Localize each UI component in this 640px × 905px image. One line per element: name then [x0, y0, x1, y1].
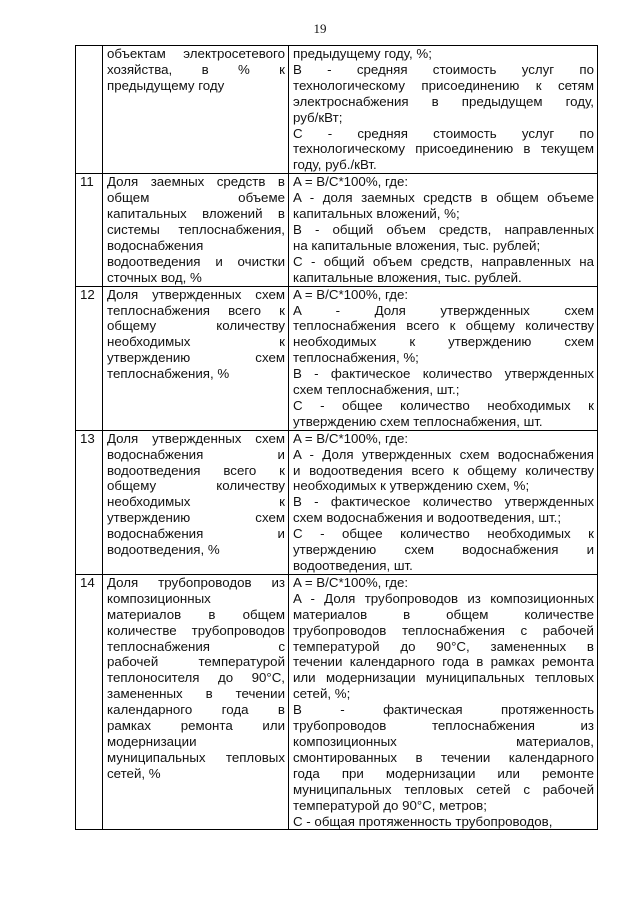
formula-line: B - фактическое количество утвержденных: [293, 494, 594, 510]
formula-line: A = B/C*100%, где:: [293, 574, 409, 590]
formula-line: предыдущему году, %;: [293, 46, 432, 61]
indicator-name-line: сточных вод, %: [107, 269, 202, 285]
table-row: [76, 430, 598, 574]
indicator-name-cell: [103, 174, 289, 286]
formula-line: материалов в общем количестве: [293, 606, 594, 622]
indicator-name-line: рабочей температурой: [107, 654, 285, 670]
formula-line: трубопроводов теплоснабжения с рабочей: [293, 622, 594, 638]
indicator-name-line: композиционных: [107, 590, 211, 606]
indicator-name-line: Доля утвержденных схем: [107, 286, 285, 302]
formula-line: технологическому присоединению к сетям: [293, 77, 594, 93]
indicator-name-line: количестве трубопроводов: [107, 622, 285, 638]
formula-line: схем теплоснабжения, шт.;: [293, 382, 460, 398]
indicator-name-line: Доля трубопроводов из: [107, 574, 285, 590]
formula-line: течении календарного года в рамках ремонта: [293, 654, 594, 670]
formula-line: на капитальные вложения, тыс. рублей;: [293, 237, 541, 253]
indicator-name-line: капитальных вложений в: [107, 206, 285, 222]
formula-line: A - Доля утвержденных схем водоснабжения: [293, 446, 594, 462]
formula-line: и водоотведения всего к общему количеству: [293, 462, 594, 478]
formula-cell: [289, 174, 598, 286]
formula-cell: [289, 574, 598, 830]
indicator-name-line: общему количеству: [107, 318, 285, 334]
formula-line: электроснабжения в предыдущем году,: [293, 93, 594, 109]
indicator-name-line: необходимых к: [107, 494, 285, 510]
formula-line: B - средняя стоимость услуг по: [293, 61, 594, 77]
indicator-name-line: утверждению схем: [107, 510, 285, 526]
formula-line: капитальных вложений, %;: [293, 206, 460, 222]
indicator-name-cell: [103, 574, 289, 830]
formula-line: температурой до 90°C, замененных в: [293, 638, 594, 654]
formula-line: утверждению схем водоснабжения и: [293, 542, 594, 558]
formula-cell: [289, 46, 598, 174]
indicator-name-line: материалов в общем: [107, 606, 285, 622]
formula-line: водоотведения, шт.: [293, 558, 413, 573]
formula-line: C - общее количество необходимых к: [293, 526, 594, 542]
formula-line: или модернизации муниципальных тепловых: [293, 670, 594, 686]
formula-line: муниципальных тепловых сетей с рабочей: [293, 781, 594, 797]
indicator-name-line: водоотведения и очистки: [107, 253, 285, 269]
indicator-name-line: модернизации: [107, 733, 197, 749]
formula-line: B - общий объем средств, направленных: [293, 221, 594, 237]
formula-line: A - Доля трубопроводов из композиционных: [293, 590, 594, 606]
row-number: 14: [76, 574, 103, 830]
indicator-name-line: утверждению схем: [107, 350, 285, 366]
formula-line: C - общее количество необходимых к: [293, 397, 594, 413]
formula-line: необходимых к утверждению схем, %;: [293, 478, 530, 494]
indicator-name-cell: [103, 430, 289, 574]
page-number: 19: [313, 21, 327, 36]
indicator-name-line: муниципальных тепловых: [107, 749, 285, 765]
indicator-name-line: водоотведения всего к: [107, 462, 285, 478]
formula-line: B - фактическая протяженность: [293, 702, 594, 718]
formula-line: A = B/C*100%, где:: [293, 286, 409, 302]
indicators-table: [75, 45, 598, 830]
formula-cell: [289, 286, 598, 430]
formula-line: A = B/C*100%, где:: [293, 430, 409, 446]
formula-line: A - доля заемных средств в общем объеме: [293, 190, 594, 206]
indicator-name-line: календарного года в: [107, 702, 285, 718]
formula-line: теплоснабжения всего к общему количеству: [293, 318, 594, 334]
indicator-name-line: предыдущему году: [107, 77, 225, 93]
formula-line: руб/кВт;: [293, 109, 343, 125]
indicator-name-line: системы теплоснабжения,: [107, 221, 285, 237]
formula-line: утверждению схем теплоснабжения, шт.: [293, 413, 543, 429]
formula-line: году, руб./кВт.: [293, 157, 377, 173]
formula-line: необходимых к утверждению схем: [293, 334, 594, 350]
indicator-name-line: общему количеству: [107, 478, 285, 494]
table-row: [76, 46, 598, 174]
table-row: [76, 174, 598, 286]
indicator-name-line: замененных в течении: [107, 686, 285, 702]
formula-line: A - Доля утвержденных схем: [293, 302, 594, 318]
table-body: [76, 46, 598, 830]
indicator-name-line: необходимых к: [107, 334, 285, 350]
indicator-name-line: рамках ремонта или: [107, 718, 285, 734]
indicator-name-line: теплоносителя до 90°C,: [107, 670, 285, 686]
formula-line: технологическому присоединению в текущем: [293, 141, 594, 157]
formula-line: C - общий объем средств, направленных на: [293, 253, 594, 269]
formula-line: схем водоснабжения и водоотведения, шт.;: [293, 510, 562, 526]
formula-line: теплоснабжения, %;: [293, 350, 419, 366]
indicator-name-line: водоотведения, %: [107, 542, 220, 558]
indicator-name-line: водоснабжения и: [107, 526, 285, 542]
indicator-name-line: хозяйства, в % к: [107, 61, 285, 77]
indicator-name-line: Доля заемных средств в: [107, 174, 285, 190]
indicator-name-line: водоснабжения и: [107, 446, 285, 462]
row-number: 13: [76, 430, 103, 574]
formula-line: C - средняя стоимость услуг по: [293, 125, 594, 141]
formula-line: капитальные вложения, тыс. рублей.: [293, 269, 522, 285]
indicator-name-line: Доля утвержденных схем: [107, 430, 285, 446]
row-number: [76, 46, 103, 174]
formula-line: B - фактическое количество утвержденных: [293, 366, 594, 382]
formula-line: года при модернизации или ремонте: [293, 765, 594, 781]
indicator-name-line: теплоснабжения всего к: [107, 302, 285, 318]
row-number: 11: [76, 174, 103, 286]
formula-line: C - общая протяженность трубопроводов,: [293, 813, 553, 829]
indicator-name-cell: [103, 46, 289, 174]
formula-cell: [289, 430, 598, 574]
formula-line: A = B/C*100%, где:: [293, 174, 409, 190]
row-number: 12: [76, 286, 103, 430]
indicator-name-line: водоснабжения: [107, 237, 204, 253]
indicator-name-line: общем объеме: [107, 190, 285, 206]
indicator-name-line: объектам электросетевого: [107, 46, 285, 61]
indicator-name-cell: [103, 286, 289, 430]
indicator-name-line: сетей, %: [107, 765, 161, 781]
table-row: [76, 574, 598, 830]
formula-line: сетей, %;: [293, 686, 351, 702]
indicator-name-line: теплоснабжения, %: [107, 366, 230, 382]
table-row: [76, 286, 598, 430]
formula-line: смонтированных в течении календарного: [293, 749, 594, 765]
indicator-name-line: теплоснабжения с: [107, 638, 285, 654]
formula-line: температурой до 90°C, метров;: [293, 797, 487, 813]
formula-line: композиционных материалов,: [293, 733, 594, 749]
formula-line: трубопроводов теплоснабжения из: [293, 718, 594, 734]
